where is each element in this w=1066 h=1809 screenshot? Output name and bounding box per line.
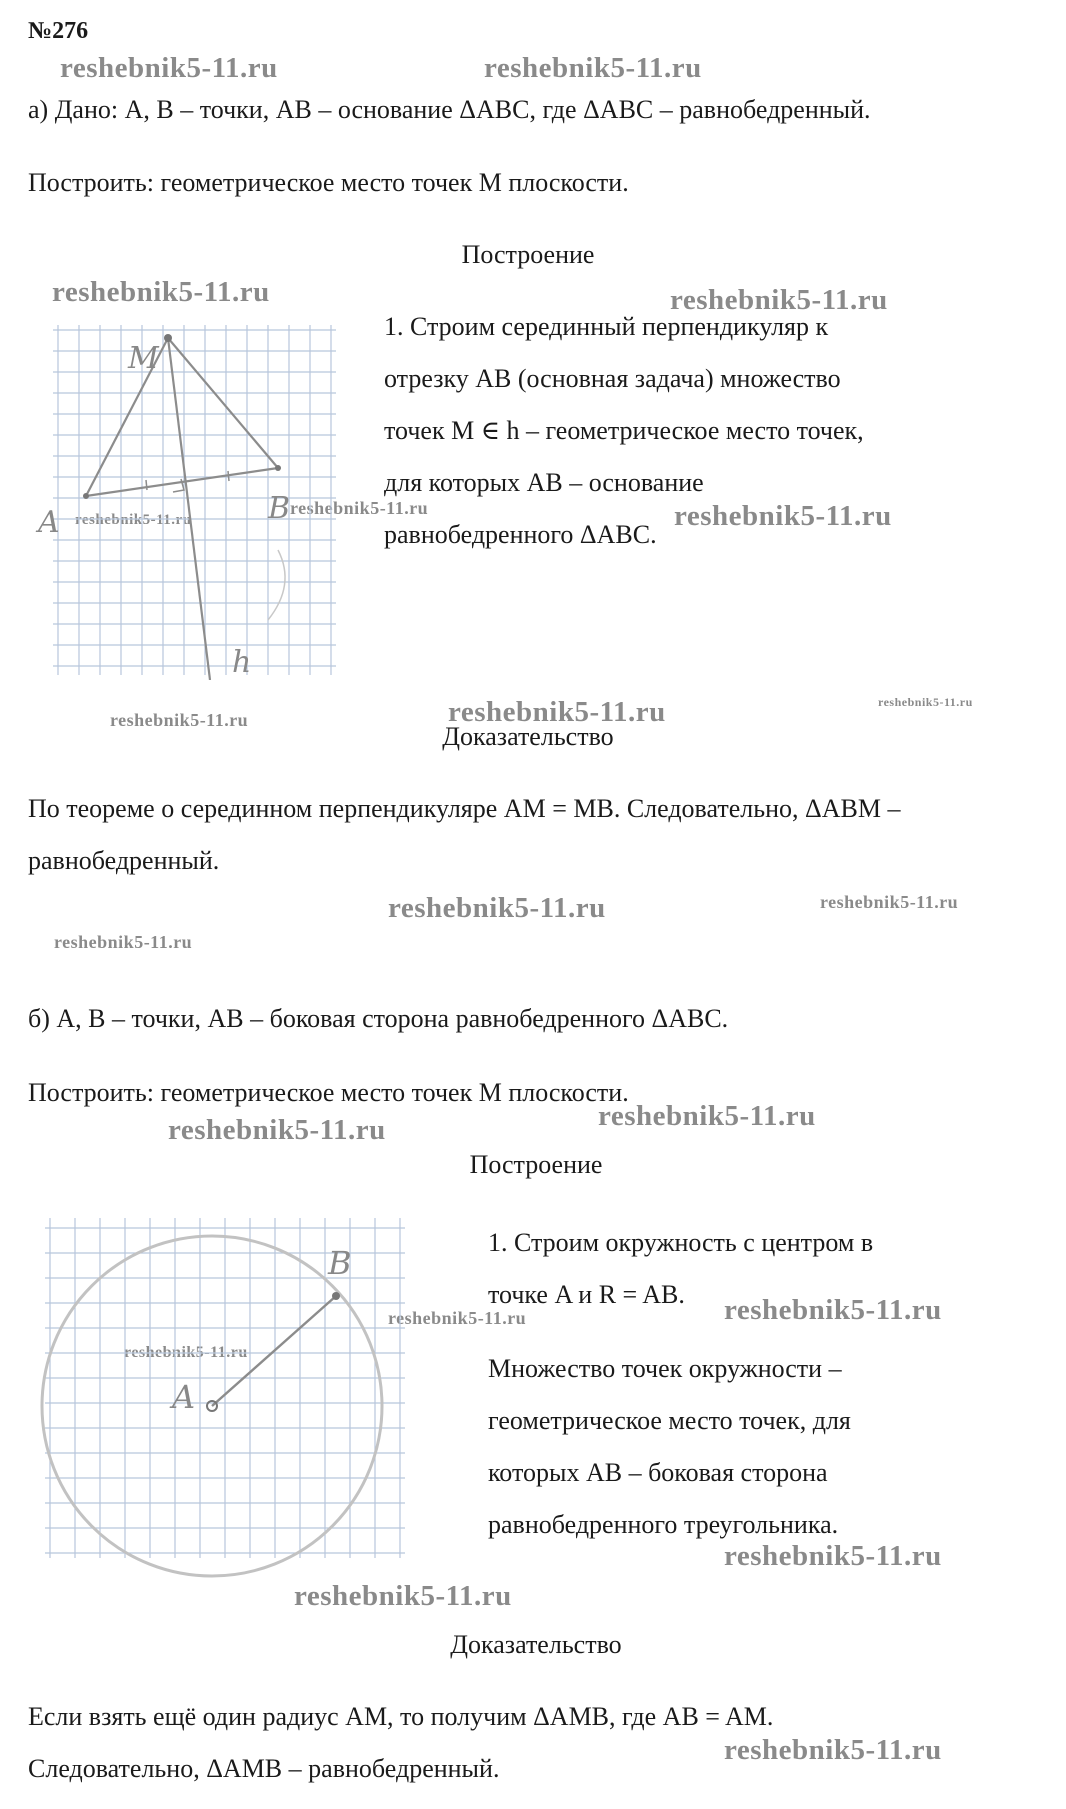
tick-mark [146, 480, 147, 490]
watermark: reshebnik5-11.ru [724, 1734, 942, 1766]
watermark: reshebnik5-11.ru [110, 710, 249, 730]
construction-lines [86, 338, 285, 680]
watermark: reshebnik5-11.ru [674, 500, 892, 532]
part-b-construction-line: которых AB – боковая сторона [488, 1458, 828, 1487]
watermark: reshebnik5-11.ru [290, 498, 429, 518]
label-b: B [268, 491, 291, 526]
problem-number: №276 [28, 18, 89, 44]
watermark: reshebnik5-11.ru [484, 52, 702, 84]
watermark: reshebnik5-11.ru [168, 1114, 386, 1146]
part-a-construction-heading: Построение [461, 240, 595, 269]
part-a-given: а) Дано: A, B – точки, AB – основание ΔABC, где ΔABC – равнобедренный. [28, 95, 871, 124]
part-b-construction-line: Множество точек окружности – [488, 1354, 842, 1383]
part-b-construction-line: геометрическое место точек, для [488, 1406, 851, 1435]
part-a-construction-line: отрезку AB (основная задача) множество [384, 364, 841, 393]
label-b: B [328, 1244, 352, 1282]
watermark: reshebnik5-11.ru [75, 512, 192, 528]
label-a: A [38, 505, 60, 540]
part-a-proof-line: По теореме о серединном перпендикуляре AM = MB. Следовательно, ΔABM – [28, 794, 901, 823]
watermark: reshebnik5-11.ru [124, 1344, 248, 1361]
figure-b [30, 1208, 470, 1588]
part-b-construction-line: равнобедренного треугольника. [488, 1510, 839, 1539]
point-a [83, 493, 89, 499]
watermark: reshebnik5-11.ru [724, 1294, 942, 1326]
label-h: h [232, 645, 252, 680]
part-b-proof-heading: Доказательство [450, 1630, 622, 1659]
label-m: M [128, 341, 159, 376]
perpendicular-h [168, 338, 210, 680]
watermark: reshebnik5-11.ru [52, 276, 270, 308]
part-b-construction-line: точке A и R = AB. [488, 1280, 685, 1309]
part-a-construction-line: точек M ∈ h – геометрическое место точек, [384, 416, 864, 445]
part-b-given: б) A, B – точки, AB – боковая сторона равнобедренного ΔABC. [28, 1004, 729, 1033]
part-a-construction-line: равнобедренного ΔABC. [384, 520, 657, 549]
part-a-proof-line: равнобедренный. [28, 846, 220, 875]
graph-paper-grid [53, 325, 336, 675]
tick-mark [228, 471, 229, 481]
point-b [332, 1292, 340, 1300]
part-b-proof-line: Следовательно, ΔAMB – равнобедренный. [28, 1754, 500, 1783]
watermark: reshebnik5-11.ru [820, 892, 959, 912]
watermark: reshebnik5-11.ru [60, 52, 278, 84]
point-b [275, 465, 281, 471]
figure-a [28, 300, 388, 680]
watermark: reshebnik5-11.ru [670, 284, 888, 316]
part-a-task: Построить: геометрическое место точек M плоскости. [28, 168, 629, 197]
part-a-construction-line: для которых AB – основание [384, 468, 704, 497]
watermark: reshebnik5-11.ru [388, 892, 606, 924]
part-b-construction-heading: Построение [469, 1150, 603, 1179]
watermark: reshebnik5-11.ru [598, 1100, 816, 1132]
part-a-proof-heading: Доказательство [442, 722, 614, 751]
watermark: reshebnik5-11.ru [448, 696, 666, 728]
watermark: reshebnik5-11.ru [878, 695, 973, 709]
watermark: reshebnik5-11.ru [54, 932, 193, 952]
watermark: reshebnik5-11.ru [294, 1580, 512, 1612]
segment-ab [212, 1296, 336, 1406]
watermark: reshebnik5-11.ru [724, 1540, 942, 1572]
label-a: A [172, 1378, 196, 1416]
part-a-construction-line: 1. Строим серединный перпендикуляр к [384, 312, 829, 341]
point-m [164, 334, 172, 342]
part-b-construction-line: 1. Строим окружность с центром в [488, 1228, 874, 1257]
watermark: reshebnik5-11.ru [388, 1308, 527, 1328]
part-b-proof-line: Если взять ещё один радиус AM, то получим ΔAMB, где AB = AM. [28, 1702, 774, 1731]
part-b-task: Построить: геометрическое место точек M плоскости. [28, 1078, 629, 1107]
